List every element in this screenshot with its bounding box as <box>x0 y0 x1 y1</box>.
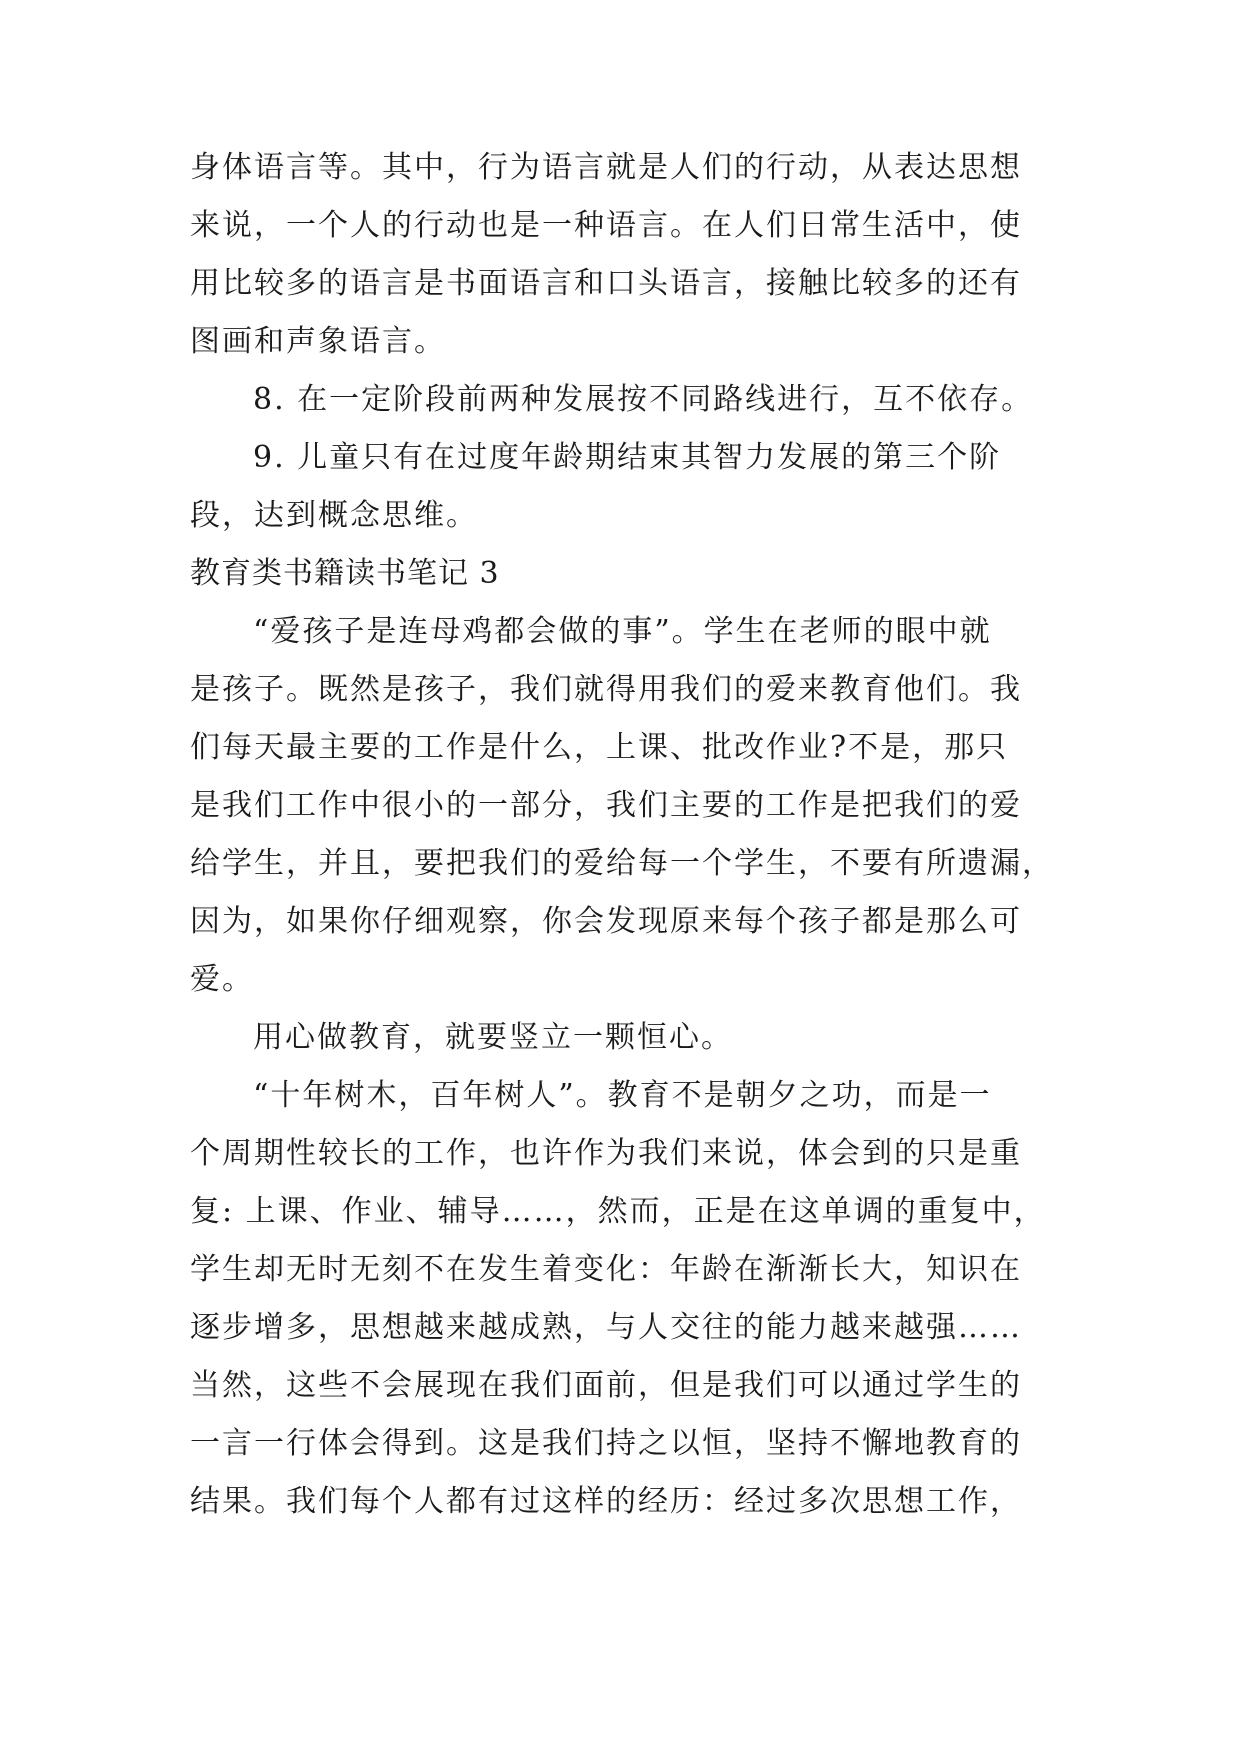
text-line: 用比较多的语言是书面语言和口头语言，接触比较多的还有 <box>190 266 1022 301</box>
text-line: 用心做教育，就要竖立一颗恒心。 <box>253 1020 733 1055</box>
text-line: 爱。 <box>190 962 254 997</box>
section-heading: 教育类书籍读书笔记 3 <box>190 556 500 591</box>
text-line: 逐步增多，思想越来越成熟，与人交往的能力越来越强…… <box>190 1310 1022 1345</box>
text-line: 给学生，并且，要把我们的爱给每一个学生，不要有所遗漏， <box>190 846 1054 881</box>
text-line: 是我们工作中很小的一部分，我们主要的工作是把我们的爱 <box>190 788 1022 823</box>
text-line: 们每天最主要的工作是什么，上课、批改作业?不是，那只 <box>190 730 1009 765</box>
text-line: 8. 在一定阶段前两种发展按不同路线进行，互不依存。 <box>253 382 1034 417</box>
text-line: 当然，这些不会展现在我们面前，但是我们可以通过学生的 <box>190 1368 1022 1403</box>
text-line: 复: 上课、作业、辅导……，然而，正是在这单调的重复中， <box>190 1194 1046 1229</box>
text-line: 学生却无时无刻不在发生着变化：年龄在渐渐长大，知识在 <box>190 1252 1022 1287</box>
text-line: 图画和声象语言。 <box>190 324 446 359</box>
text-line: 9. 儿童只有在过度年龄期结束其智力发展的第三个阶 <box>253 440 1002 475</box>
text-line: 一言一行体会得到。这是我们持之以恒，坚持不懈地教育的 <box>190 1426 1022 1461</box>
text-line: 身体语言等。其中，行为语言就是人们的行动，从表达思想 <box>190 150 1022 185</box>
text-line: 结果。我们每个人都有过这样的经历：经过多次思想工作， <box>190 1484 1022 1519</box>
text-line: 来说，一个人的行动也是一种语言。在人们日常生活中，使 <box>190 208 1022 243</box>
text-line: 段，达到概念思维。 <box>190 498 478 533</box>
text-line: “十年树木，百年树人”。教育不是朝夕之功，而是一 <box>253 1078 992 1113</box>
text-line: 因为，如果你仔细观察，你会发现原来每个孩子都是那么可 <box>190 904 1022 939</box>
text-line: 是孩子。既然是孩子，我们就得用我们的爱来教育他们。我 <box>190 672 1022 707</box>
text-line: 个周期性较长的工作，也许作为我们来说，体会到的只是重 <box>190 1136 1022 1171</box>
text-line: “爱孩子是连母鸡都会做的事”。学生在老师的眼中就 <box>253 614 992 649</box>
